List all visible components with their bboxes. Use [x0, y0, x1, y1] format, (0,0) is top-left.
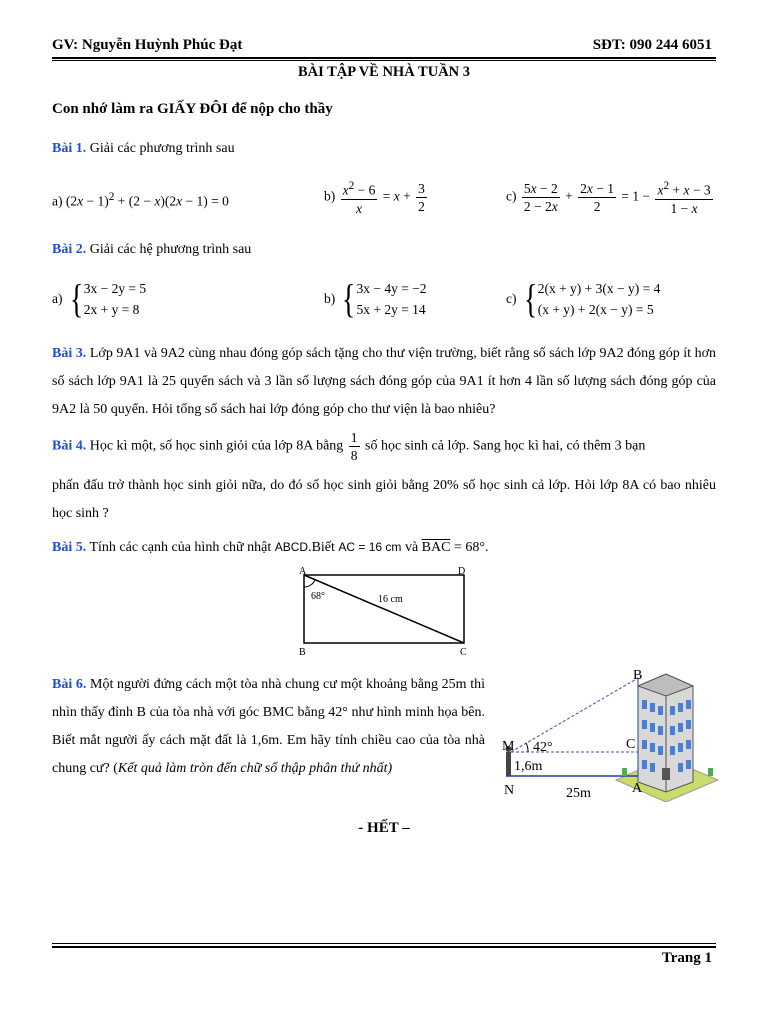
- bai1-heading: [52, 135, 235, 163]
- label-a: A: [632, 781, 643, 796]
- teacher-name: GV: Nguyễn Huỳnh Phúc Đạt: [52, 37, 243, 53]
- header-rule-thin: [52, 60, 716, 61]
- teacher-phone: SĐT: 090 244 6051: [592, 37, 712, 53]
- person-icon: [506, 752, 511, 776]
- footer-rule-thin: [52, 943, 716, 944]
- label-height: 1,6m: [514, 759, 543, 774]
- bai6-note: Kết quả làm tròn đến chữ số thập phân thứ nhất): [117, 761, 393, 776]
- label-m: M: [502, 739, 515, 754]
- bai3-text: Lớp 9A1 và 9A2 cùng nhau đóng góp sách tặng cho thư viện trường, biết rằng số sách lớp 9A2 đóng góp ít hơn số sách lớp 9A1 là 25 quyển sách và 3 lần số lượng sách đóng góp của 9A1 ít hơn 4 lần số lượng sách đóng góp của 9A2 là 50 quyển. Hỏi tổng số sách hai lớp đóng góp cho thư viện là bao nhiêu?: [52, 346, 717, 417]
- bai4-line2: phấn đấu trở thành học sinh giỏi nữa, do đó số học sinh giỏi bằng 20% số học sinh cả lớp. Hỏi lớp 8A có bao nhiêu học sinh ?: [52, 478, 716, 521]
- bai3-label: Bài 3.: [52, 346, 87, 361]
- diagonal-ac: [304, 575, 464, 643]
- angle-arc-42: [526, 743, 528, 752]
- bai4-line1: Bài 4. Học kì một, số học sinh giỏi của lớp 8A bằng $\frac{1}{8}$ số học sinh cả lớp. Sang học kì hai, có thêm 3 bạn: [52, 430, 646, 463]
- label-d: D: [458, 566, 466, 577]
- bai3-paragraph: [52, 340, 716, 424]
- bai2-system-a: a) { 3x − 2y = 5 2x + y = 8: [52, 276, 147, 321]
- bai5-label: Bài 5.: [52, 540, 87, 555]
- label-a: A: [299, 566, 307, 577]
- angle-arc: [304, 580, 315, 587]
- end-marker: - HẾT –: [358, 820, 410, 836]
- bai1-eq-b: b) $\frac{x^2 - 6}{x}$ = x + $\frac{3}{2}$: [324, 180, 425, 216]
- label-b: B: [633, 668, 643, 683]
- bai1-eq-c: c) $\frac{5x - 2}{2 - 2x}$ + $\frac{2x - 1}{2}$ = 1 − $\frac{x^2 + x - 3}{1 - x}$: [506, 180, 711, 216]
- header-rule: [52, 57, 716, 59]
- bai1-label: Bài 1.: [52, 141, 87, 156]
- label-distance: 25m: [566, 786, 591, 801]
- bai2-text: Giải các hệ phương trình sau: [89, 242, 252, 257]
- bai5-heading: Bài 5. Tính các cạnh của hình chữ nhật ABCD.Biết AC = 16 cm và $\overline{BAC} = 68^\circ$.: [52, 540, 489, 555]
- bai1-text: Giải các phương trình sau: [89, 141, 235, 156]
- label-c: C: [626, 737, 636, 752]
- building-figure: [498, 662, 728, 802]
- rectangle-figure: [290, 563, 480, 658]
- label-angle: 68°: [311, 591, 325, 602]
- bai2-system-c: c) { 2(x + y) + 3(x − y) = 4 (x + y) + 2(x − y) = 5: [506, 276, 661, 321]
- bai6-paragraph: Bài 6. Một người đứng cách một tòa nhà chung cư một khoảng bằng 25m thì nhìn thấy đỉnh B của tòa nhà với góc BMC bằng 42° như hình minh họa bên. Biết mắt người ấy cách mặt đất là 1,6m. Em hãy tính chiều cao của tòa nhà chung cư? (Kết quả làm tròn đến chữ số thập phân thứ nhất): [52, 677, 486, 776]
- page-number: Trang 1: [661, 950, 712, 966]
- bai4-fraction: $\frac{1}{8}$: [350, 430, 358, 463]
- label-diagonal: 16 cm: [378, 594, 403, 605]
- label-angle: 42°: [533, 740, 553, 755]
- bai6-label: Bài 6.: [52, 677, 87, 692]
- bai2-system-b: b) { 3x − 4y = −2 5x + 2y = 14: [324, 276, 427, 321]
- bai1-eq-a: a) $(2x - 1)^2 + (2 - x)(2x - 1) = 0$: [52, 191, 229, 209]
- sight-line-mb: [511, 678, 638, 752]
- page-title: BÀI TẬP VỀ NHÀ TUẦN 3: [297, 64, 471, 80]
- label-n: N: [504, 783, 515, 798]
- label-b: B: [299, 647, 306, 658]
- bai2-heading: [52, 236, 251, 264]
- reminder-text: Con nhớ làm ra GIẤY ĐÔI để nộp cho thầy: [52, 101, 333, 117]
- footer-rule: [52, 946, 716, 948]
- label-c: C: [460, 647, 467, 658]
- bai4-label: Bài 4.: [52, 438, 87, 454]
- bai2-label: Bài 2.: [52, 242, 87, 257]
